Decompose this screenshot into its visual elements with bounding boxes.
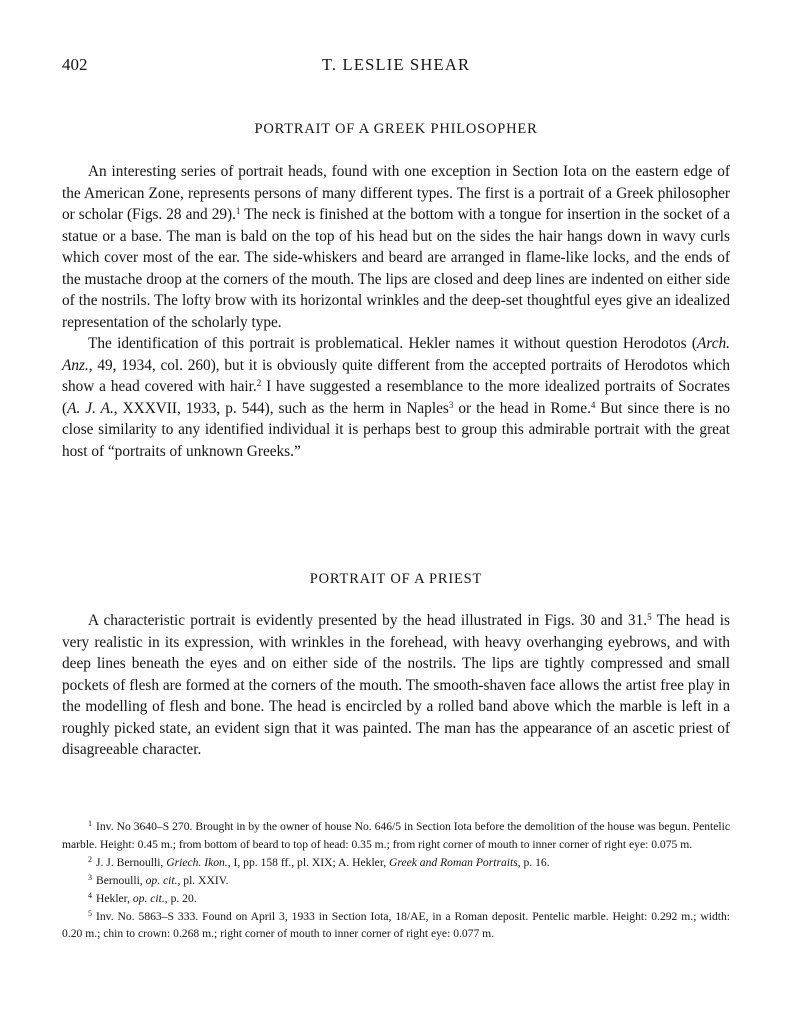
text-run: or the head in Rome. bbox=[453, 399, 591, 417]
running-head: T. LESLIE SHEAR bbox=[321, 55, 471, 74]
text-run: Inv. No. 5863–S 333. Found on April 3, 1933 in Section Iota, 18/AE, in a Roman deposit. Pentelic marble. Height: 0.292 m.; width: 0.20 m.; chin to crown: 0.268 m.; right corner of mouth to inner corner of right eye: 0.077 m. bbox=[62, 909, 730, 941]
footnote bbox=[62, 890, 730, 908]
text-run: The identification of this portrait is problematical. Hekler names it without question Herodotos ( bbox=[88, 335, 697, 352]
section-title-philosopher: PORTRAIT OF A GREEK PHILOSOPHER bbox=[254, 121, 538, 137]
text-run: Bernoulli, bbox=[96, 873, 146, 887]
footnote-ref: 4 bbox=[88, 890, 92, 900]
footnote-ref: 1 bbox=[88, 819, 92, 828]
footnote-ref: 2 bbox=[256, 378, 262, 388]
text-run: An interesting series of portrait heads, found with one exception in Section Iota on the eastern edge of the American Zone, represents persons of many different types. The first is a portrait of a Greek philosopher or scholar (Figs. 28 and 29). bbox=[62, 163, 730, 223]
section-title-priest: PORTRAIT OF A PRIEST bbox=[309, 571, 483, 587]
text-run: , p. 16. bbox=[517, 855, 550, 869]
footnote-ref: 5 bbox=[88, 908, 92, 918]
footnote-ref: 3 bbox=[88, 872, 92, 882]
text-run: J. J. Bernoulli, bbox=[96, 855, 167, 869]
italic-text: Griech. Ikon. bbox=[166, 855, 228, 869]
paragraph bbox=[62, 333, 730, 462]
italic-text: Arch. Anz. bbox=[62, 335, 730, 374]
footnote-ref: 4 bbox=[590, 399, 596, 410]
page-header bbox=[62, 55, 730, 79]
section-body-philosopher bbox=[62, 161, 730, 462]
text-run: Inv. No 3640–S 270. Brought in by the owner of house No. 646/5 in Section Iota before the demolition of the house was begun. Pentelic marble. Height: 0.45 m.; from bottom of beard to top of head: 0.35 m.; from right corner of mouth to inner corner of right eye: 0.075 m. bbox=[62, 820, 730, 851]
italic-text: Greek and Roman Portraits bbox=[389, 855, 518, 869]
text-run: The neck is finished at the bottom with a tongue for insertion in the socket of a statue or a base. The man is bald on the top of his head but on the sides the hair hangs down in wavy curls which cover most of the ear. The side-whiskers and beard are arranged in flame-like locks, and the ends of the mustache droop at the corners of the mouth. The lips are closed and deep lines are indented on either side of the nostrils. The lofty brow with its horizontal wrinkles and the deep-set thoughtful eyes give an idealized representation of the scholarly type. bbox=[62, 206, 730, 331]
footnote bbox=[62, 908, 730, 944]
footnote bbox=[62, 818, 730, 854]
text-run: But since there is no close similarity to any identified individual it is perhaps best to group this admirable portrait with the great host of “portraits of unknown Greeks.” bbox=[62, 399, 730, 460]
italic-text: op. cit. bbox=[132, 891, 165, 905]
italic-text: op. cit. bbox=[145, 873, 178, 887]
text-run: Hekler, bbox=[96, 891, 133, 905]
paragraph bbox=[62, 610, 730, 761]
text-run: , I, pp. 158 ff., pl. XIX; A. Hekler, bbox=[227, 855, 390, 869]
text-run: , 49, 1934, col. 260), but it is obviously quite different from the accepted portraits of Herodotos which show a head covered with hair. bbox=[62, 356, 730, 395]
text-run: A characteristic portrait is evidently presented by the head illustrated in Figs. 30 and 31. bbox=[88, 612, 648, 629]
text-run: The head is very realistic in its expression, with wrinkles in the forehead, with heavy overhanging eyebrows, and with deep lines beneath the eyes and on either side of the nostrils. The lips are tightly compressed and small pockets of flesh are formed at the corners of the mouth. The smooth-shaven face allows the artist free play in the modelling of flesh and bone. The head is encircled by a rolled band above which the marble is left in a roughly picked state, an evident sign that it was painted. The man has the appearance of an ascetic priest of disagreeable character. bbox=[62, 612, 730, 758]
footnote-ref: 1 bbox=[235, 206, 241, 216]
text-run: , XXXVII, 1933, p. 544), such as the herm in Naples bbox=[113, 399, 449, 417]
text-run: I have suggested a resemblance to the more idealized portraits of Socrates ( bbox=[62, 378, 730, 417]
italic-text: A. J. A. bbox=[67, 399, 114, 417]
footnote bbox=[62, 854, 730, 872]
footnote-ref: 2 bbox=[88, 854, 92, 864]
footnote-ref: 3 bbox=[448, 399, 454, 410]
page-number: 402 bbox=[62, 55, 88, 74]
paragraph bbox=[62, 161, 730, 333]
footnotes bbox=[62, 818, 730, 943]
text-run: , p. 20. bbox=[164, 891, 197, 905]
section-body-priest bbox=[62, 610, 730, 761]
text-run: , pl. XXIV. bbox=[177, 873, 229, 887]
footnote bbox=[62, 872, 730, 890]
footnote-ref: 5 bbox=[647, 612, 652, 622]
